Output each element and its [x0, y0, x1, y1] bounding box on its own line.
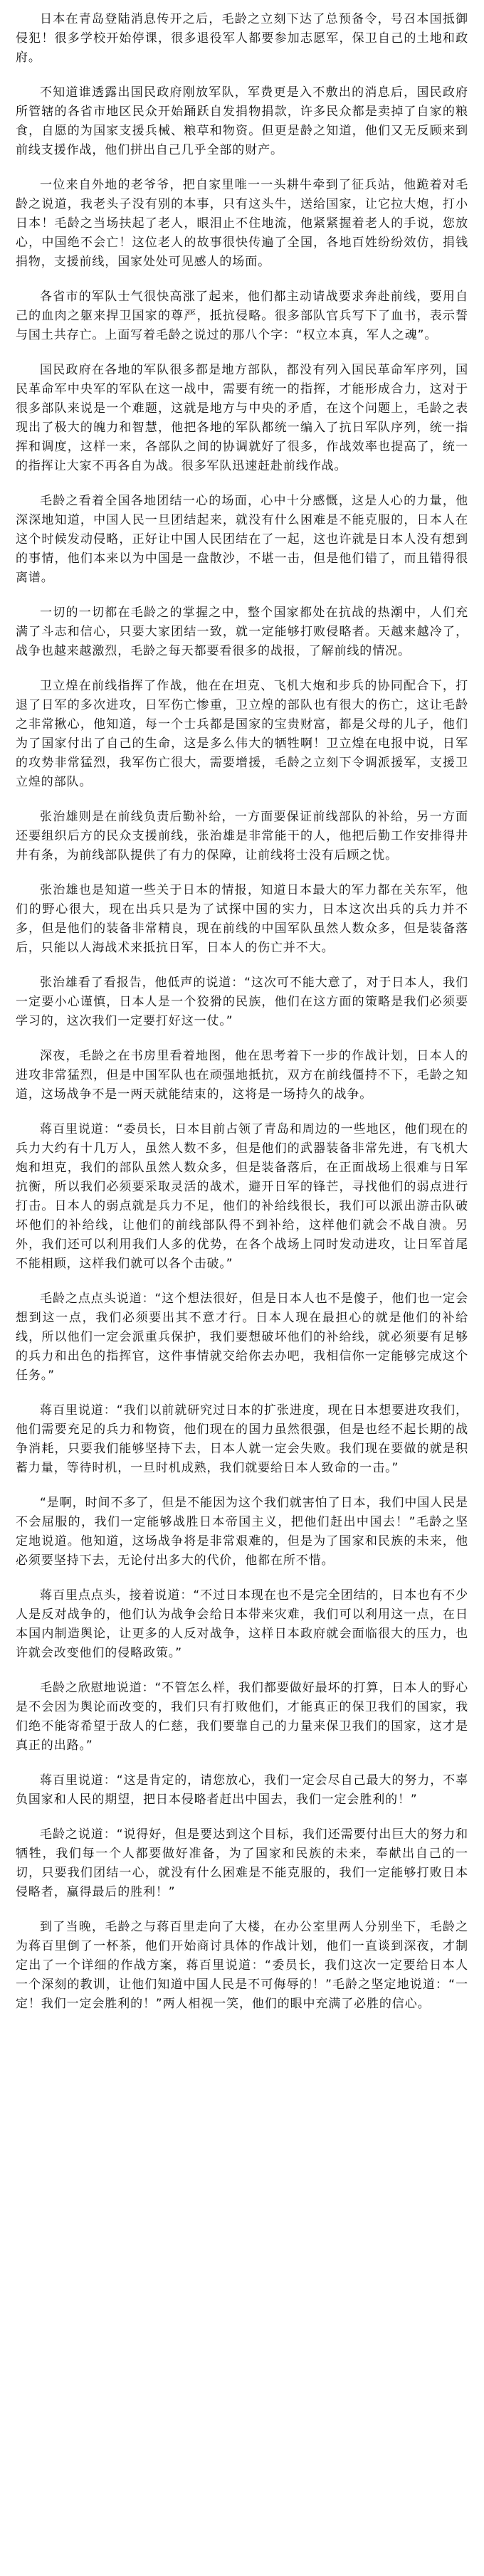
paragraph-gap — [16, 865, 468, 881]
paragraph: 张治雄也是知道一些关于日本的情报，知道日本最大的军力都在关东军，他们的野心很大，现在出兵只是为了试探中国的实力，日本这次出兵的兵力并不多，但是他们的装备非常精良，现在前线的中国军队虽然人数众多，但是装备落后，只能以人海战术来抵抗日军，日本人的伤亡并不大。 — [16, 883, 468, 955]
paragraph: 深夜，毛龄之在书房里看着地图，他在思考着下一步的作战计划，日本人的进攻非常猛烈，但是中国军队也在顽强地抵抗，双方在前线僵持不下，毛龄之知道，这场战争不是一两天就能结束的，这将是一场持久的战争。 — [16, 1049, 468, 1102]
paragraph: 一切的一切都在毛龄之的掌握之中，整个国家都处在抗战的热潮中，人们充满了斗志和信心，只要大家团结一致，就一定能够打败侵略者。天越来越冷了，战争也越来越激烈，毛龄之每天都要看很多的战报，了解前线的情况。 — [16, 606, 468, 658]
paragraph-gap — [16, 1104, 468, 1120]
paragraph: 国民政府在各地的军队很多都是地方部队，都没有列入国民革命军序列，国民革命军中央军的军队在这一战中，需要有统一的指挥，才能形成合力，这对于很多部队来说是一个难题，这就是地方与中央的矛盾，在这个问题上，毛龄之表现出了极大的魄力和智慧，他把各地的军队都统一编入了抗日军队序列，统一指挥和调度，这样一来，各部队之间的协调就好了很多，作战效率也提高了，统一的指挥让大家不再各自为战。很多军队迅速赶赴前线作战。 — [16, 363, 468, 473]
paragraph-gap — [16, 1031, 468, 1047]
paragraph: 蒋百里说道：“这是肯定的，请您放心，我们一定会尽自己最大的努力，不辜负国家和人民的期望，把日本侵略者赶出中国去，我们一定会胜利的！” — [16, 1773, 468, 1807]
paragraph-gap — [16, 1902, 468, 1918]
paragraph-gap — [16, 1756, 468, 1771]
paragraph: 毛龄之看着全国各地团结一心的场面，心中十分感慨，这是人心的力量，他深深地知道，中国人民一旦团结起来，就没有什么困难是不能克服的，日本人在这个时候发动侵略，正好让中国人民团结在了一起，这也许就是日本人没有想到的事情，他们本来以为中国是一盘散沙，不堪一击，但是他们错了，而且错得很离谱。 — [16, 494, 468, 585]
paragraph: 卫立煌在前线指挥了作战，他在在坦克、飞机大炮和步兵的协同配合下，打退了日军的多次进攻，日军伤亡惨重，卫立煌的部队也有很大的伤亡，这让毛龄之非常揪心，他知道，每一个士兵都是国家的宝贵财富，都是父母的儿子，他们为了国家付出了自己的生命，这是多么伟大的牺牲啊！卫立煌在电报中说，日军的攻势非常猛烈，我军伤亡很大，需要增援，毛龄之立刻下令调派援军，支援卫立煌的部队。 — [16, 679, 468, 789]
paragraph: 蒋百里点点头，接着说道：“不过日本现在也不是完全团结的，日本也有不少人是反对战争的，他们认为战争会给日本带来灾难，我们可以利用这一点，在日本国内制造舆论，让更多的人反对战争，这样日本政府就会面临很大的压力，也许就会改变他们的侵略政策。” — [16, 1588, 468, 1660]
paragraph: 一位来自外地的老爷爷，把自家里唯一一头耕牛牵到了征兵站，他跪着对毛龄之说道，我老头子没有别的本事，只有这头牛，送给国家，让它拉大炮，打小日本！毛龄之当场扶起了老人，眼泪止不住地流，他紧紧握着老人的手说，您放心，中国绝不会亡！这位老人的故事很快传遍了全国，各地百姓纷纷效仿，捐钱捐物，支援前线，国家处处可见感人的场面。 — [16, 178, 468, 269]
paragraph-gap — [16, 1663, 468, 1679]
paragraph-gap — [16, 1571, 468, 1586]
paragraph: “是啊，时间不多了，但是不能因为这个我们就害怕了日本，我们中国人民是不会屈服的，我们一定能够战胜日本帝国主义，把他们赶出中国去！”毛龄之坚定地说道。他知道，这场战争将是非常艰难的，但是为了国家和民族的未来，他必须要坚持下去，无论付出多大的代价，他都在所不惜。 — [16, 1496, 468, 1568]
paragraph-gap — [16, 1274, 468, 1289]
paragraph-gap — [16, 1810, 468, 1825]
paragraph: 蒋百里说道：“委员长，日本目前占领了青岛和周边的一些地区，他们现在的兵力大约有十几万人，虽然人数不多，但是他们的武器装备非常先进，有飞机大炮和坦克，我们的部队虽然人数众多，但是装备落后，在正面战场上很难与日军抗衡，所以我们必须要采取灵活的战术，避开日军的锋芒，寻找他们的弱点进行打击。日本人的弱点就是兵力不足，他们的补给线很长，我们可以派出游击队破坏他们的补给线，让他们的前线部队得不到补给，这样他们就会不战自溃。另外，我们还可以利用我们人多的优势，在各个战场上同时发动进攻，让日军首尾不能相顾，这样我们就可以各个击破。” — [16, 1122, 468, 1271]
paragraph: 各省市的军队士气很快高涨了起来，他们都主动请战要求奔赴前线，要用自己的血肉之躯来捍卫国家的尊严，抵抗侵略。很多部队官兵写下了血书，表示誓与国土共存亡。上面写着毛龄之说过的那八个字：“权立本真，军人之魂”。 — [16, 290, 468, 342]
paragraph-gap — [16, 1385, 468, 1401]
paragraph: 张治雄则是在前线负责后勤补给，一方面要保证前线部队的补给，另一方面还要组织后方的民众支援前线，张治雄是非常能干的人，他把后勤工作安排得井井有条，为前线部队提供了有力的保障，让前线将士没有后顾之忧。 — [16, 810, 468, 862]
paragraph: 到了当晚，毛龄之与蒋百里走向了大楼，在办公室里两人分别坐下，毛龄之为蒋百里倒了一杯茶，他们开始商讨具体的作战计划，他们一直谈到深夜，才制定出了一个详细的作战方案，蒋百里说道：“委员长，我们这次一定要给日本人一个深刻的教训，让他们知道中国人民是不可侮辱的！”毛龄之坚定地说道：“一定！我们一定会胜利的！”两人相视一笑，他们的眼中充满了必胜的信心。 — [16, 1920, 468, 2011]
paragraph: 毛龄之说道：“说得好，但是要达到这个目标，我们还需要付出巨大的努力和牺牲，我们每一个人都要做好准备，为了国家和民族的未来，奉献出自己的一切，只要我们团结一心，就没有什么困难是不能克服的，我们一定能够打败日本侵略者，赢得最后的胜利！” — [16, 1827, 468, 1899]
paragraph-gap — [16, 345, 468, 361]
paragraph: 日本在青岛登陆消息传开之后，毛龄之立刻下达了总预备令，号召本国抵御侵犯！很多学校开始停课，很多退役军人都要参加志愿军，保卫自己的土地和政府。 — [16, 12, 468, 65]
paragraph: 蒋百里说道：“我们以前就研究过日本的扩张进度，现在日本想要进攻我们，他们需要充足的兵力和物资，他们现在的国力虽然很强，但是也经不起长期的战争消耗，只要我们能够坚持下去，日本人就一定会失败。我们现在要做的就是积蓄力量，等待时机，一旦时机成熟，我们就要给日本人致命的一击。” — [16, 1403, 468, 1475]
paragraph-gap — [16, 1478, 468, 1494]
paragraph-gap — [16, 476, 468, 492]
paragraph: 张治雄看了看报告，他低声的说道：“这次可不能大意了，对于日本人，我们一定要小心谨慎，日本人是一个狡猾的民族，他们在这方面的策略是我们必须要学习的，这次我们一定要打好这一仗。” — [16, 976, 468, 1028]
paragraph-gap — [16, 160, 468, 176]
paragraph-gap — [16, 68, 468, 83]
paragraph-gap — [16, 958, 468, 973]
paragraph: 毛龄之点点头说道：“这个想法很好，但是日本人也不是傻子，他们也一定会想到这一点，我们必须要出其不意才行。日本人现在最担心的就是他们的补给线，所以他们一定会派重兵保护，我们要想破坏他们的补给线，就必须要有足够的兵力和出色的指挥官，这件事情就交给你去办吧，我相信你一定能够完成这个任务。” — [16, 1292, 468, 1383]
paragraph-gap — [16, 792, 468, 808]
paragraph: 不知道谁透露出国民政府刚放军队，军费更是入不敷出的消息后，国民政府所管辖的各省市地区民众开始踊跃自发捐物捐款，许多民众都是卖掉了自家的粮食，自愿的为国家支援兵械、粮草和物资。但更是龄之知道，他们又无反顾来到前线支援作战，他们拼出自己几乎全部的财产。 — [16, 85, 468, 157]
paragraph-gap — [16, 272, 468, 287]
paragraph-gap — [16, 588, 468, 603]
paragraph: 毛龄之欣慰地说道：“不管怎么样，我们都要做好最坏的打算，日本人的野心是不会因为舆论而改变的，我们只有打败他们，才能真正的保卫我们的国家，我们绝不能寄希望于敌人的仁慈，我们要靠自己的力量来保卫我们的国家，这才是真正的出路。” — [16, 1681, 468, 1753]
paragraph-gap — [16, 661, 468, 677]
